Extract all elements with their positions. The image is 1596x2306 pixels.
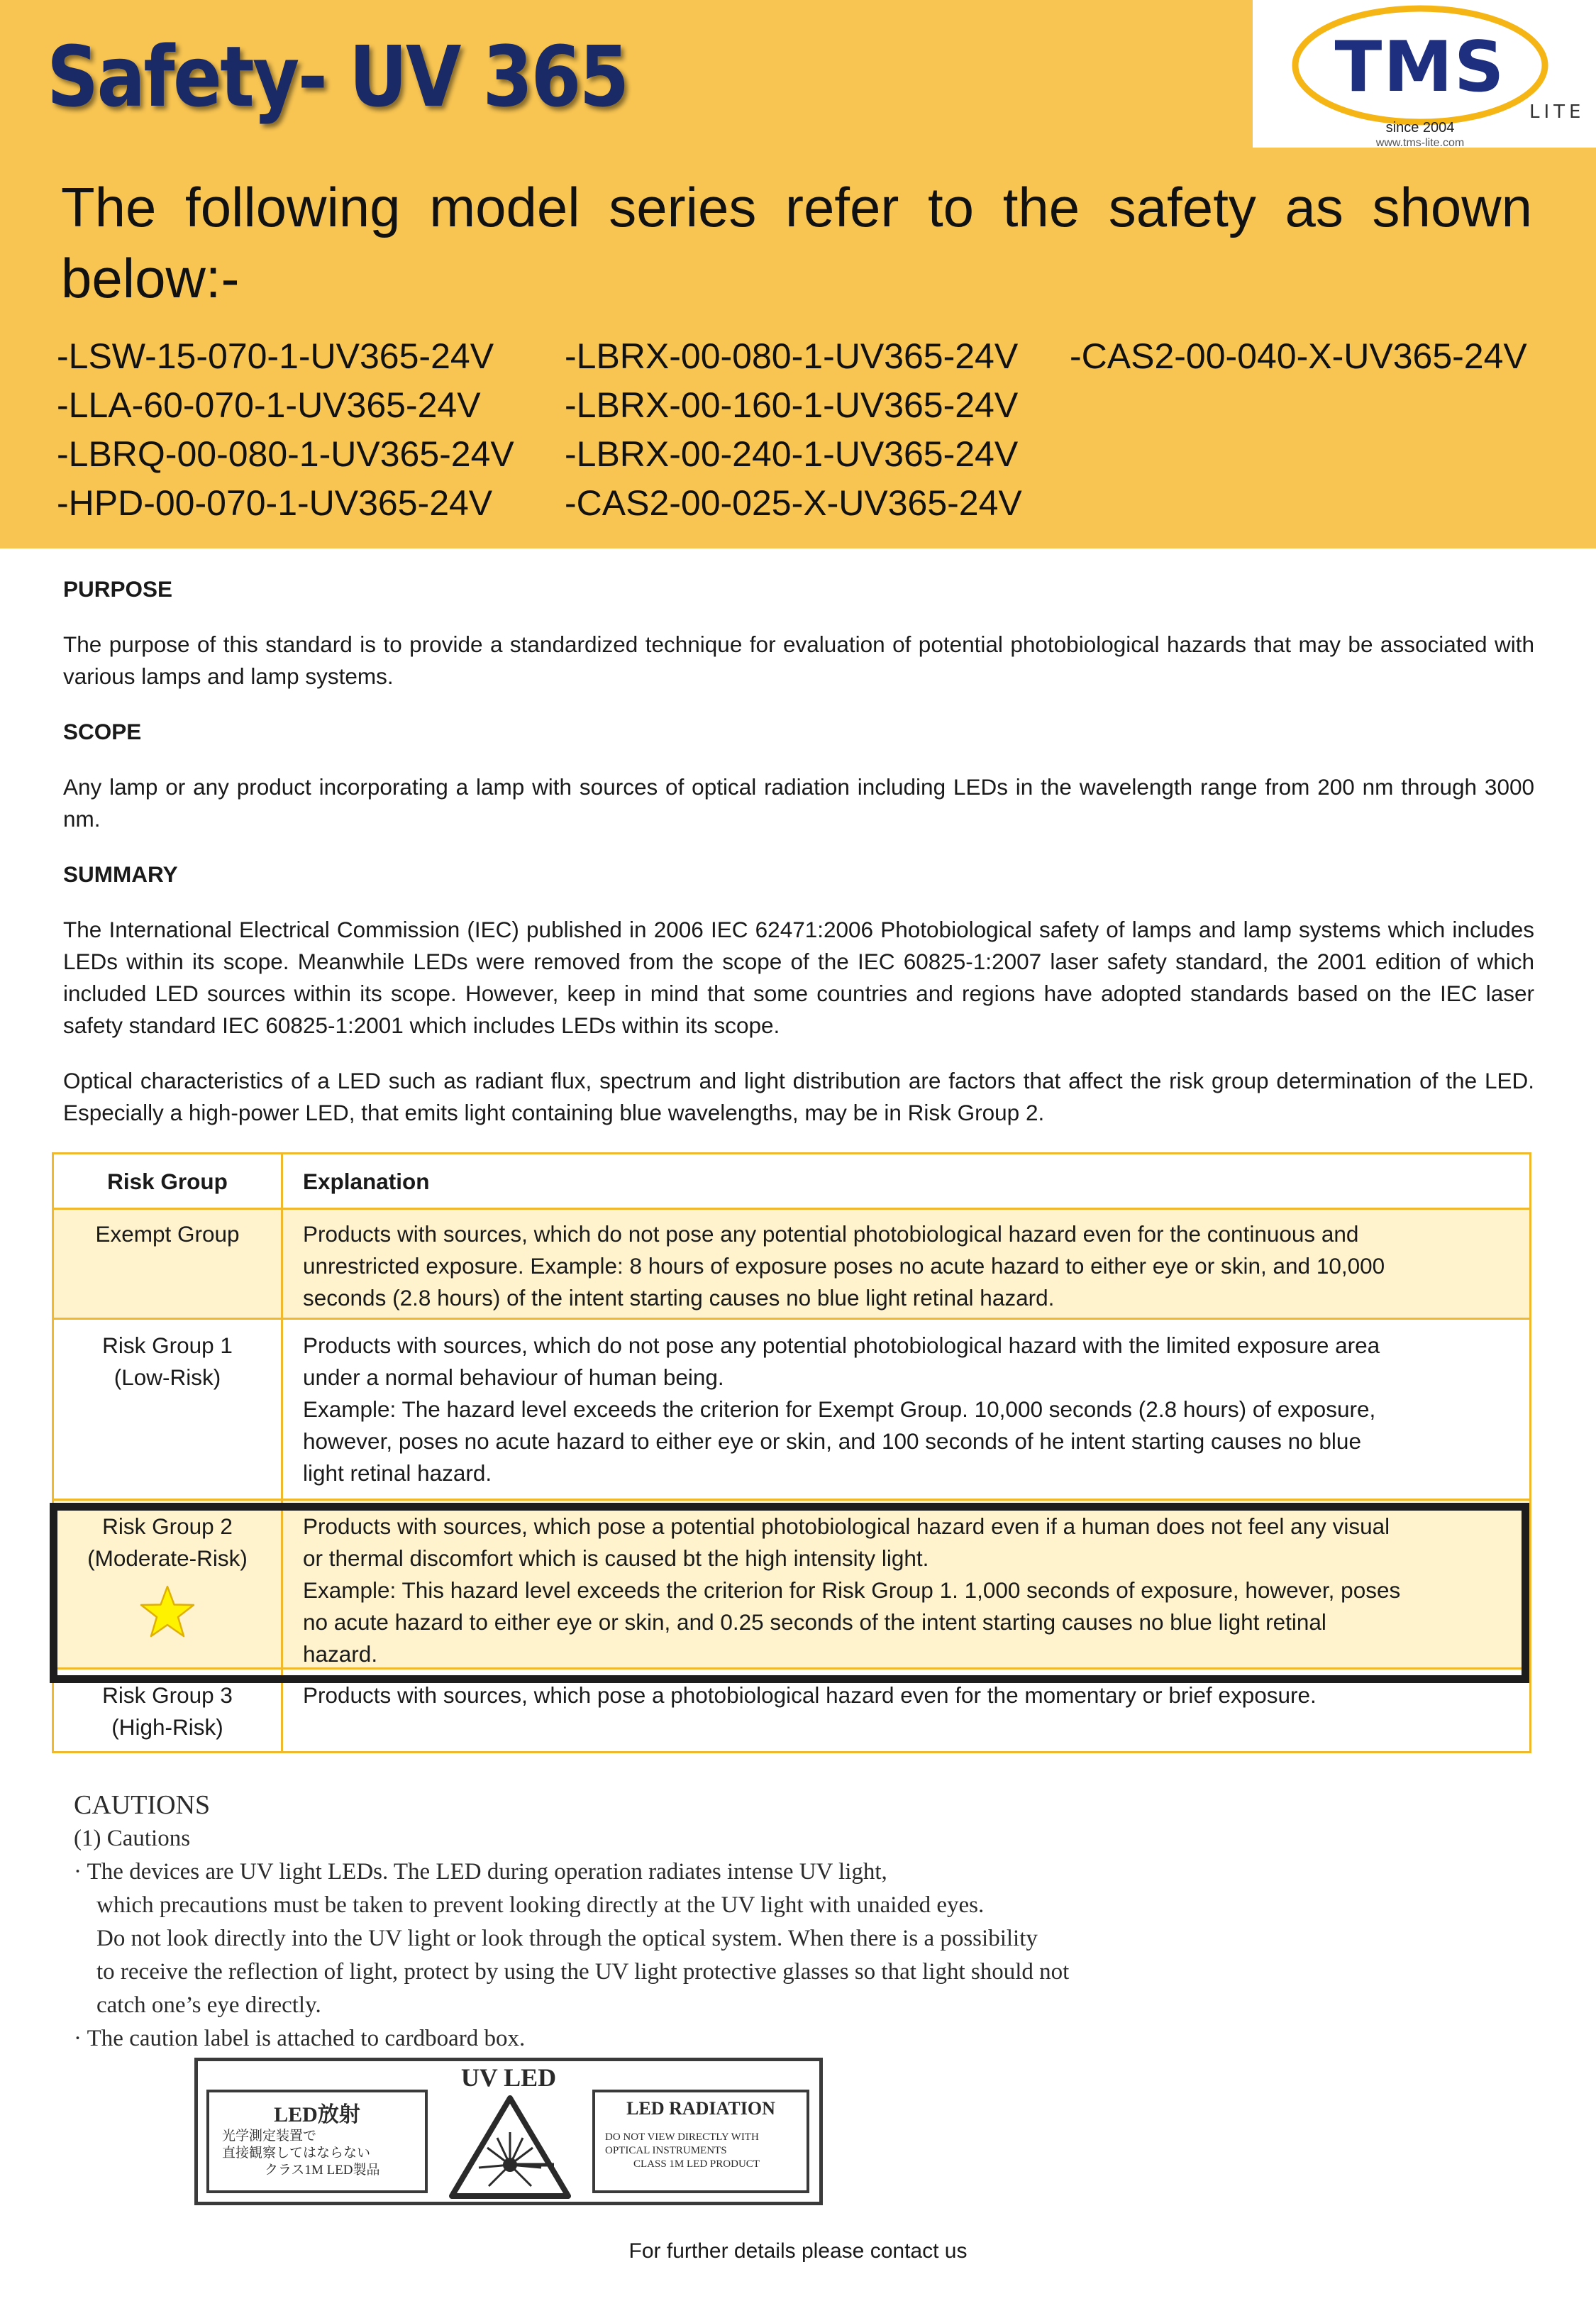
summary-paragraph-1: The International Electrical Commission (IEC) published in 2006 IEC 62471:2006 Photobiological safety of lamps and lamp systems which includes LEDs within its scope. Meanwhile LEDs were removed from the scope of the IEC 60825-1:2007 laser safety standard, the 2001 edition of which included LED sources within its scope. However, keep in mind that some countries and regions have adopted standards based on the IEC laser safety standard IEC 60825-1:2001 which includes LEDs within its scope. — [63, 917, 1534, 1038]
table-row — [54, 1318, 1529, 1499]
table-header-row — [54, 1154, 1529, 1208]
model-column-1 — [57, 332, 514, 528]
star-icon — [139, 1584, 196, 1638]
explanation-line: under a normal behaviour of human being. — [303, 1364, 724, 1390]
label-japanese-heading: LED放射 — [274, 2103, 360, 2126]
logo-sub: LITE — [1529, 101, 1585, 123]
explanation-line: however, poses no acute hazard to either eye or skin, and 100 seconds of he intent starting causes no blue — [303, 1428, 1361, 1454]
risk-group-name: Risk Group 2 — [102, 1513, 233, 1539]
table-row — [54, 1499, 1529, 1667]
model-column-3 — [1070, 332, 1527, 381]
risk-group-cell — [54, 1501, 283, 1667]
column-header-risk-group: Risk Group — [54, 1154, 283, 1208]
model-item: -LBRQ-00-080-1-UV365-24V — [57, 434, 514, 474]
laser-warning-icon — [448, 2094, 572, 2200]
risk-group-name: Exempt Group — [95, 1221, 240, 1247]
explanation-line: Products with sources, which pose a photobiological hazard even for the momentary or brief exposure. — [303, 1682, 1317, 1708]
caution-line: which precautions must be taken to prevent looking directly at the UV light with unaided eyes. — [96, 1892, 985, 1918]
explanation-cell — [283, 1670, 1529, 1751]
risk-group-cell — [54, 1670, 283, 1751]
explanation-line: Products with sources, which do not pose any potential photobiological hazard with the limited exposure area — [303, 1333, 1380, 1358]
explanation-line: Products with sources, which pose a potential photobiological hazard even if a human does not feel any visual — [303, 1513, 1390, 1539]
header-banner — [0, 0, 1596, 548]
company-logo — [1253, 0, 1596, 148]
label-english-heading: LED RADIATION — [626, 2098, 775, 2119]
logo-brand: TMS — [1334, 27, 1506, 108]
uv-led-caution-label — [194, 2058, 823, 2205]
logo-since: since 2004 — [1385, 120, 1455, 136]
model-column-2 — [565, 332, 1022, 528]
risk-group-level: (Low-Risk) — [113, 1364, 221, 1390]
label-english-line: CLASS 1M LED PRODUCT — [633, 2158, 760, 2170]
page-title: Safety- UV 365 — [47, 28, 628, 126]
model-item: -LSW-15-070-1-UV365-24V — [57, 336, 494, 376]
summary-paragraph-2: Optical characteristics of a LED such as radiant flux, spectrum and light distribution are factors that affect the risk group determination of the LED. Especially a high-power LED, that emits light containing blue wavelengths, may be in Risk Group 2. — [63, 1068, 1534, 1125]
caution-line: · The devices are UV light LEDs. The LED during operation radiates intense UV light, — [74, 1859, 887, 1885]
risk-group-level: (High-Risk) — [111, 1714, 223, 1740]
purpose-text: The purpose of this standard is to provide a standardized technique for evaluation of potential photobiological hazards that may be associated with various lamps and lamp systems. — [63, 631, 1534, 689]
label-english-line: DO NOT VIEW DIRECTLY WITH — [605, 2131, 759, 2143]
label-japanese-line: 光学測定装置で — [222, 2129, 317, 2144]
explanation-line: or thermal discomfort which is caused bt the high intensity light. — [303, 1545, 929, 1571]
table-row — [54, 1208, 1529, 1318]
risk-group-table — [52, 1152, 1531, 1753]
explanation-line: unrestricted exposure. Example: 8 hours of exposure poses no acute hazard to either eye or skin, and 10,000 — [303, 1253, 1385, 1279]
label-japanese-line: 直接観察してはならない — [222, 2146, 371, 2161]
model-item: -LLA-60-070-1-UV365-24V — [57, 385, 481, 425]
column-header-explanation: Explanation — [303, 1169, 430, 1194]
model-item: -CAS2-00-040-X-UV365-24V — [1070, 336, 1527, 376]
model-item: -LBRX-00-160-1-UV365-24V — [565, 385, 1019, 425]
scope-text: Any lamp or any product incorporating a lamp with sources of optical radiation including LEDs in the wavelength range from 200 nm through 3000 nm. — [63, 774, 1534, 832]
cautions-block — [74, 1788, 1280, 2056]
explanation-cell — [283, 1320, 1529, 1499]
summary-heading: SUMMARY — [63, 861, 178, 887]
explanation-line: Example: The hazard level exceeds the criterion for Exempt Group. 10,000 seconds (2.8 hours) of exposure, — [303, 1396, 1376, 1422]
logo-url: www.tms-lite.com — [1375, 137, 1465, 148]
scope-heading: SCOPE — [63, 719, 142, 744]
label-japanese-line: クラス1M LED製品 — [265, 2163, 380, 2178]
risk-group-level: (Moderate-Risk) — [87, 1545, 248, 1571]
footer-contact-note: For further details please contact us — [628, 2239, 968, 2263]
caution-line: · The caution label is attached to cardboard box. — [74, 2026, 526, 2051]
explanation-cell — [283, 1501, 1529, 1667]
intro-text: The following model series refer to the safety as shown below:- — [61, 176, 1532, 309]
risk-group-name: Risk Group 3 — [102, 1682, 233, 1708]
label-english-line: OPTICAL INSTRUMENTS — [605, 2145, 727, 2156]
cautions-subheading: (1) Cautions — [74, 1826, 191, 1851]
purpose-heading: PURPOSE — [63, 576, 173, 602]
label-english-panel — [592, 2090, 809, 2193]
explanation-line: hazard. — [303, 1641, 378, 1667]
caution-line: to receive the reflection of light, protect by using the UV light protective glasses so that light should not — [96, 1959, 1070, 1985]
explanation-line: no acute hazard to either eye or skin, and 0.25 seconds of the intent starting causes no blue light retinal — [303, 1609, 1326, 1635]
explanation-cell — [283, 1210, 1529, 1318]
explanation-line: light retinal hazard. — [303, 1460, 492, 1486]
content-sections — [63, 573, 1534, 1129]
model-item: -CAS2-00-025-X-UV365-24V — [565, 483, 1022, 523]
label-title: UV LED — [460, 2063, 557, 2092]
risk-group-name: Risk Group 1 — [102, 1333, 233, 1358]
table-row — [54, 1667, 1529, 1751]
risk-group-cell — [54, 1320, 283, 1499]
explanation-line: seconds (2.8 hours) of the intent starting causes no blue light retinal hazard. — [303, 1285, 1055, 1311]
cautions-heading: CAUTIONS — [74, 1790, 211, 1820]
caution-line: catch one’s eye directly. — [96, 1992, 321, 2018]
model-item: -HPD-00-070-1-UV365-24V — [57, 483, 493, 523]
model-item: -LBRX-00-080-1-UV365-24V — [565, 336, 1019, 376]
risk-group-cell — [54, 1210, 283, 1318]
caution-line: Do not look directly into the UV light or look through the optical system. When there is a possibility — [96, 1926, 1038, 1951]
label-japanese-panel — [206, 2090, 428, 2193]
model-item: -LBRX-00-240-1-UV365-24V — [565, 434, 1019, 474]
explanation-line: Example: This hazard level exceeds the criterion for Risk Group 1. 1,000 seconds of exposure, however, poses — [303, 1577, 1401, 1603]
explanation-line: Products with sources, which do not pose any potential photobiological hazard even for the continuous and — [303, 1221, 1359, 1247]
